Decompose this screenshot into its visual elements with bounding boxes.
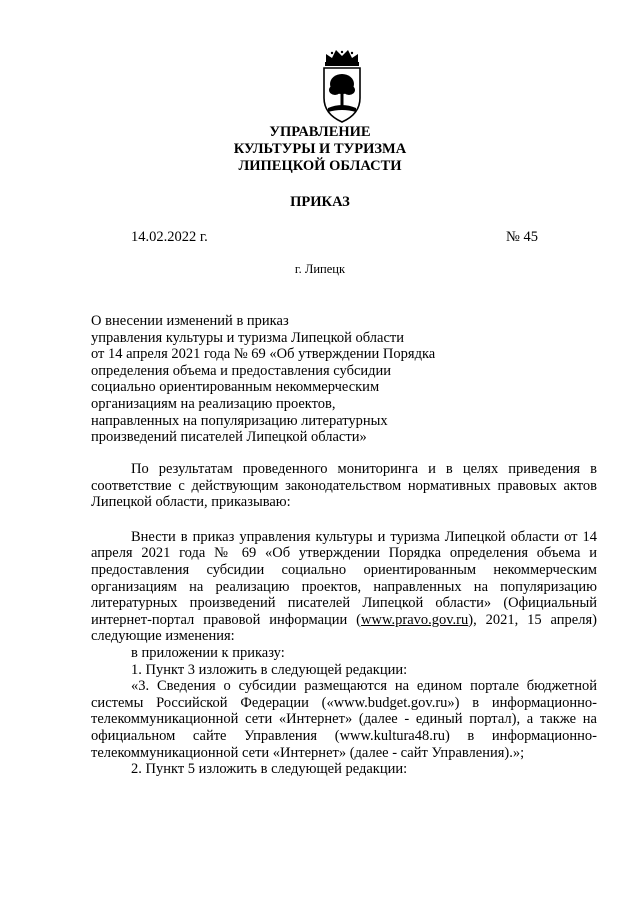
item-paragraph: в приложении к приказу: xyxy=(131,644,285,661)
document-city: г. Липецк xyxy=(294,262,346,276)
subject-line: организациям на реализацию проектов, xyxy=(91,395,336,412)
org-line-1: УПРАВЛЕНИЕ xyxy=(269,124,371,140)
document-subject xyxy=(91,313,471,446)
pravo-link[interactable]: www.pravo.gov.ru xyxy=(361,611,469,628)
main-text-before-link: Внести в приказ управления культуры и туризма Липецкой области от 14 апреля 2021 года № 69 «Об утверждении Порядка определения объема и предоставления субсидии социально ориентированным некоммерческим организациям на реализацию проектов, направленных на популяризацию литературных произведений писателей Липецкой области» (Официальный интернет-портал правовой информации ( xyxy=(91,528,597,628)
subject-line: управления культуры и туризма Липецкой области xyxy=(91,329,405,346)
preamble-paragraph: По результатам проведенного мониторинга и в целях приведения в соответствие с действующим законодательством нормативных правовых актов Липецкой области, приказываю: xyxy=(91,461,597,511)
document-number: № 45 xyxy=(506,229,538,245)
subject-line: произведений писателей Липецкой области» xyxy=(91,429,367,446)
organization-name xyxy=(0,124,640,175)
subject-line: от 14 апреля 2021 года № 69 «Об утверждении Порядка xyxy=(91,346,436,363)
org-line-2: КУЛЬТУРЫ И ТУРИЗМА xyxy=(233,141,407,157)
coat-of-arms-icon xyxy=(318,48,366,126)
subject-line: определения объема и предоставления субсидии xyxy=(91,362,392,379)
subject-line: О внесении изменений в приказ xyxy=(91,313,289,329)
document-type: ПРИКАЗ xyxy=(290,194,350,210)
org-line-3: ЛИПЕЦКОЙ ОБЛАСТИ xyxy=(238,158,402,174)
item-paragraph: «3. Сведения о субсидии размещаются на едином портале бюджетной системы Российской Федерации («www.budget.gov.ru») в информационно-телекоммуникационной сети «Интернет» (далее - единый портал), а также на официальном сайте Управления (www.kultura48.ru) в информационно-телекоммуникационной сети «Интернет» (далее - сайт Управления).»; xyxy=(91,678,597,761)
subject-line: социально ориентированным некоммерческим xyxy=(91,379,380,396)
item-paragraph: 2. Пункт 5 изложить в следующей редакции: xyxy=(131,761,408,778)
document-date: 14.02.2022 г. xyxy=(131,229,208,245)
main-text-after-link: ), 2021, 15 апреля) следующие изменения: xyxy=(91,611,597,645)
subject-line: направленных на популяризацию литературных xyxy=(91,412,388,429)
main-paragraph xyxy=(91,529,597,645)
document-body xyxy=(91,461,597,778)
item-paragraph: 1. Пункт 3 изложить в следующей редакции: xyxy=(131,661,408,678)
